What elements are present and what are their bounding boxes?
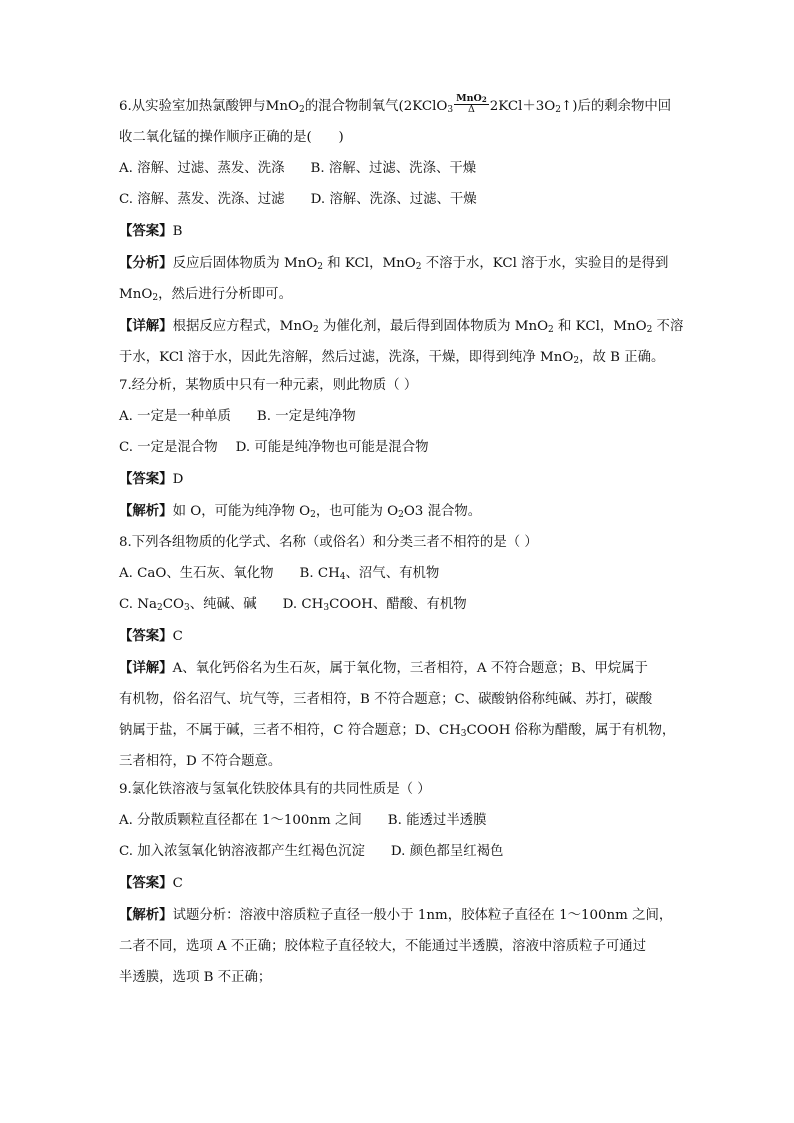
q6-option-b: B. 溶解、过滤、洗涤、干燥	[310, 161, 477, 176]
analysis-text: 和 KCl，MnO	[323, 256, 416, 271]
analysis-text: 试题分析：溶液中溶质粒子直径一般小于 1nm，胶体粒子直径在 1～100nm 之间，	[172, 908, 673, 923]
subscript: 4	[339, 572, 346, 582]
q6-stem-text: ↑)后的剩余物中回	[561, 99, 672, 114]
option-text: 、沼气、有机物	[345, 566, 440, 581]
q9-option-a: A. 分散质颗粒直径都在 1～100nm 之间	[119, 813, 362, 828]
answer-tag: 【答案】	[119, 471, 173, 487]
q8-option-b	[300, 566, 440, 581]
q9-answer	[119, 873, 679, 894]
analysis-text: MnO	[119, 287, 153, 302]
q8-stem: 8.下列各组物质的化学式、名称（或俗名）和分类三者不相符的是（ ）	[119, 535, 538, 550]
detail-tag: 【详解】	[119, 660, 173, 676]
answer-value: B	[172, 224, 183, 239]
q8-detail-line-1	[119, 658, 679, 679]
subscript: 2	[398, 510, 404, 520]
option-text: 、纯碱、碱	[189, 597, 257, 612]
q6-options-ab	[119, 159, 679, 179]
q6-stem-line-1	[119, 93, 679, 117]
subscript: 2	[299, 105, 305, 115]
q7-analysis	[119, 501, 679, 522]
detail-text: COOH 俗称为醋酸，属于有机物，	[466, 723, 676, 738]
answer-value: C	[172, 629, 183, 644]
q6-stem-line-2: 收二氧化锰的操作顺序正确的是( )	[119, 130, 344, 145]
q6-analysis-line-1	[119, 253, 679, 274]
analysis-tag: 【解析】	[119, 503, 173, 519]
detail-text: 根据反应方程式，MnO	[172, 319, 314, 334]
answer-value: C	[172, 876, 183, 891]
detail-text: 和 KCl，MnO	[553, 319, 647, 334]
q9-analysis-line-1	[119, 905, 679, 926]
q6-stem-text: 的混合物制氧气(2KClO	[304, 99, 448, 114]
subscript: 2	[548, 325, 554, 335]
q7-option-b: B. 一定是纯净物	[256, 409, 356, 424]
q9-analysis-line-3: 半透膜，选项 B 不正确；	[119, 970, 272, 985]
q6-option-a: A. 溶解、过滤、蒸发、洗涤	[119, 161, 285, 176]
option-text: COOH、醋酸、有机物	[329, 597, 467, 612]
detail-text: 为催化剂，最后得到固体物质为 MnO	[318, 319, 549, 334]
q8-detail-line-4: 三者相符，D 不符合题意。	[119, 754, 282, 769]
subscript: 2	[317, 262, 323, 272]
answer-tag: 【答案】	[119, 223, 173, 239]
q8-option-c	[119, 597, 257, 612]
option-text: B. CH	[299, 566, 340, 581]
subscript: 2	[156, 603, 163, 613]
option-text: D. CH	[282, 597, 324, 612]
q8-options-ab	[119, 564, 679, 584]
answer-tag: 【答案】	[119, 628, 173, 644]
q7-option-a: A. 一定是一种单质	[119, 409, 231, 424]
subscript: 2	[310, 510, 316, 520]
subscript: 2	[573, 356, 580, 366]
catalyst-text: MnO	[456, 93, 482, 104]
option-text: C. Na	[119, 597, 157, 612]
q9-option-b: B. 能透过半透膜	[387, 813, 487, 828]
subscript: 3	[460, 729, 467, 739]
q6-stem-text: 2KCl＋3O	[489, 99, 556, 114]
subscript: 2	[415, 262, 422, 272]
analysis-text: 不溶于水，KCl 溶于水，实验目的是得到	[421, 256, 669, 271]
q6-option-d: D. 溶解、洗涤、过滤、干燥	[310, 192, 477, 207]
q9-option-c: C. 加入浓氢氧化钠溶液都产生红褐色沉淀	[119, 844, 365, 859]
answer-value: D	[172, 472, 184, 487]
analysis-text: ，也可能为 O	[315, 504, 399, 519]
option-text: CO	[162, 597, 184, 612]
q9-options-ab	[119, 811, 679, 831]
subscript: 2	[555, 105, 562, 115]
q6-answer	[119, 221, 679, 242]
detail-text: 不溶	[652, 319, 684, 334]
q7-options-cd	[119, 438, 679, 458]
q7-option-c: C. 一定是混合物	[119, 440, 218, 455]
q7-stem: 7.经分析，某物质中只有一种元素，则此物质（ ）	[119, 378, 418, 393]
q6-detail-line-1	[119, 316, 684, 337]
analysis-tag: 【分析】	[119, 255, 173, 271]
detail-tag: 【详解】	[119, 318, 173, 334]
q7-answer	[119, 469, 679, 490]
q9-options-cd	[119, 842, 679, 862]
q6-options-cd	[119, 190, 679, 210]
detail-text: 于水，KCl 溶于水，因此先溶解，然后过滤，洗涤，干燥，即得到纯净 MnO	[119, 350, 574, 365]
q8-option-a: A. CaO、生石灰、氧化物	[119, 566, 274, 581]
q8-options-cd	[119, 595, 679, 615]
q7-option-d: D. 可能是纯净物也可能是混合物	[235, 440, 429, 455]
analysis-tag: 【解析】	[119, 907, 173, 923]
q6-analysis-line-2	[119, 285, 679, 305]
q8-answer	[119, 626, 679, 647]
q9-option-d: D. 颜色都呈红褐色	[390, 844, 504, 859]
subscript: 3	[447, 105, 454, 115]
analysis-text: 如 O，可能为纯净物 O	[172, 504, 311, 519]
detail-text: A、氧化钙俗名为生石灰，属于氧化物，三者相符，A 不符合题意；B、甲烷属于	[172, 661, 648, 676]
document-page	[119, 93, 684, 999]
q8-detail-line-3	[119, 721, 679, 741]
q7-options-ab	[119, 407, 679, 427]
subscript: 2	[646, 325, 653, 335]
heat-symbol: Δ	[467, 104, 475, 115]
subscript: 2	[481, 95, 487, 104]
subscript: 2	[313, 325, 319, 335]
analysis-text: O3 混合物。	[403, 504, 482, 519]
subscript: 3	[323, 603, 330, 613]
q6-detail-line-2	[119, 348, 679, 368]
analysis-text: 反应后固体物质为 MnO	[172, 256, 318, 271]
q9-stem: 9.氯化铁溶液与氢氧化铁胶体具有的共同性质是（ ）	[119, 782, 431, 797]
q6-stem-text: 6.从实验室加热氯酸钾与MnO	[119, 99, 299, 114]
subscript: 3	[183, 603, 190, 613]
q6-option-c: C. 溶解、蒸发、洗涤、过滤	[119, 192, 285, 207]
reaction-condition	[454, 94, 489, 115]
answer-tag: 【答案】	[119, 875, 173, 891]
analysis-text: ，然后进行分析即可。	[158, 287, 292, 302]
subscript: 2	[152, 293, 159, 303]
detail-text: 钠属于盐，不属于碱，三者不相符，C 符合题意；D、CH	[119, 723, 461, 738]
detail-text: ，故 B 正确。	[579, 350, 665, 365]
q8-option-d	[283, 597, 467, 612]
q9-analysis-line-2: 二者不同，选项 A 不正确；胶体粒子直径较大，不能通过半透膜，溶液中溶质粒子可通过	[119, 939, 647, 954]
q8-detail-line-2: 有机物，俗名沼气、坑气等，三者相符，B 不符合题意；C、碳酸钠俗称纯碱、苏打，碳酸	[119, 692, 653, 707]
